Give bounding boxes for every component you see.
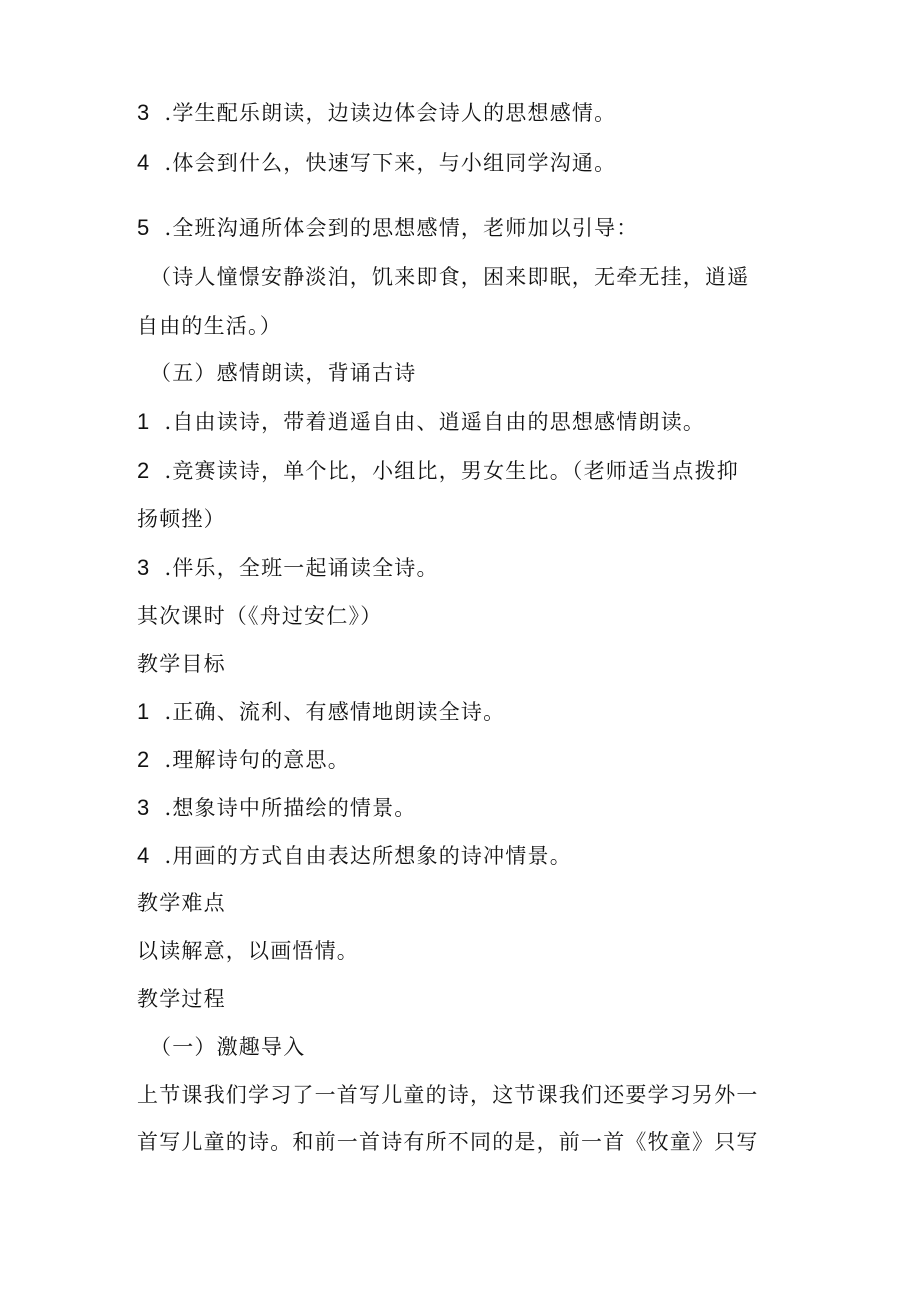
paragraph-line-2 (137, 1127, 759, 1157)
step-number: 1 (137, 699, 151, 724)
text-line-step-1 (137, 407, 705, 437)
text-line-step-5 (137, 213, 639, 243)
paragraph-line-1 (137, 1080, 759, 1110)
text-line-step-3 (137, 98, 616, 128)
line-text: 扬顿挫） (137, 507, 226, 531)
step-number: 2 (137, 458, 151, 483)
line-text: .自由读诗，带着逍遥自由、逍遥自由的思想感情朗读。 (164, 410, 706, 434)
line-text: .学生配乐朗读，边读边体会诗人的思想感情。 (164, 101, 617, 125)
text-line-note (150, 262, 749, 292)
line-text: 其次课时（《舟过安仁》） (137, 604, 383, 628)
heading-teaching-goals (137, 649, 226, 679)
step-number: 3 (137, 100, 151, 125)
line-text: 自由的生活。） (137, 314, 282, 338)
line-text: .体会到什么，快速写下来，与小组同学沟通。 (164, 151, 617, 175)
line-text: .正确、流利、有感情地朗读全诗。 (164, 700, 506, 724)
heading-teaching-difficulty (137, 888, 226, 918)
heading-teaching-process (137, 984, 226, 1014)
goal-item-3 (137, 793, 417, 823)
lesson-title (137, 601, 382, 631)
step-number: 3 (137, 555, 151, 580)
step-number: 2 (137, 747, 151, 772)
line-text: 首写儿童的诗。和前一首诗有所不同的是，前一首《牧童》只写 (137, 1130, 759, 1154)
text-line-step-2 (137, 456, 739, 486)
goal-item-4 (137, 841, 572, 871)
line-text: 教学目标 (137, 652, 226, 676)
section-heading-1 (150, 1032, 305, 1062)
line-text: 教学过程 (137, 987, 226, 1011)
line-text: .想象诗中所描绘的情景。 (164, 796, 417, 820)
line-text: （诗人憧憬安静淡泊，饥来即食，困来即眠，无牵无挂，逍遥 (150, 265, 750, 289)
line-text: .竞赛读诗，单个比，小组比，男女生比。（老师适当点拨抑 (164, 459, 740, 483)
line-text: 上节课我们学习了一首写儿童的诗，这节课我们还要学习另外一 (137, 1083, 759, 1107)
section-heading-5 (150, 358, 416, 388)
step-number: 1 (137, 409, 151, 434)
step-number: 3 (137, 795, 151, 820)
text-line-step-4 (137, 148, 616, 178)
text-line-difficulty (137, 936, 359, 966)
line-text: （一）激趣导入 (150, 1035, 306, 1059)
step-number: 5 (137, 215, 151, 240)
goal-item-2 (137, 745, 350, 775)
line-text: .全班沟通所体会到的思想感情，老师加以引导： (164, 216, 639, 240)
line-text: .用画的方式自由表达所想象的诗冲情景。 (164, 844, 572, 868)
goal-item-1 (137, 697, 505, 727)
line-text: .伴乐，全班一起诵读全诗。 (164, 556, 439, 580)
step-number: 4 (137, 843, 151, 868)
line-text: 教学难点 (137, 891, 226, 915)
step-number: 4 (137, 150, 151, 175)
line-text: 以读解意，以画悟情。 (137, 939, 359, 963)
text-line-step-2-cont (137, 504, 226, 534)
line-text: .理解诗句的意思。 (164, 748, 350, 772)
text-line-step-3b (137, 553, 439, 583)
line-text: （五）感情朗读，背诵古诗 (150, 361, 417, 385)
text-line-note-cont (137, 311, 282, 341)
